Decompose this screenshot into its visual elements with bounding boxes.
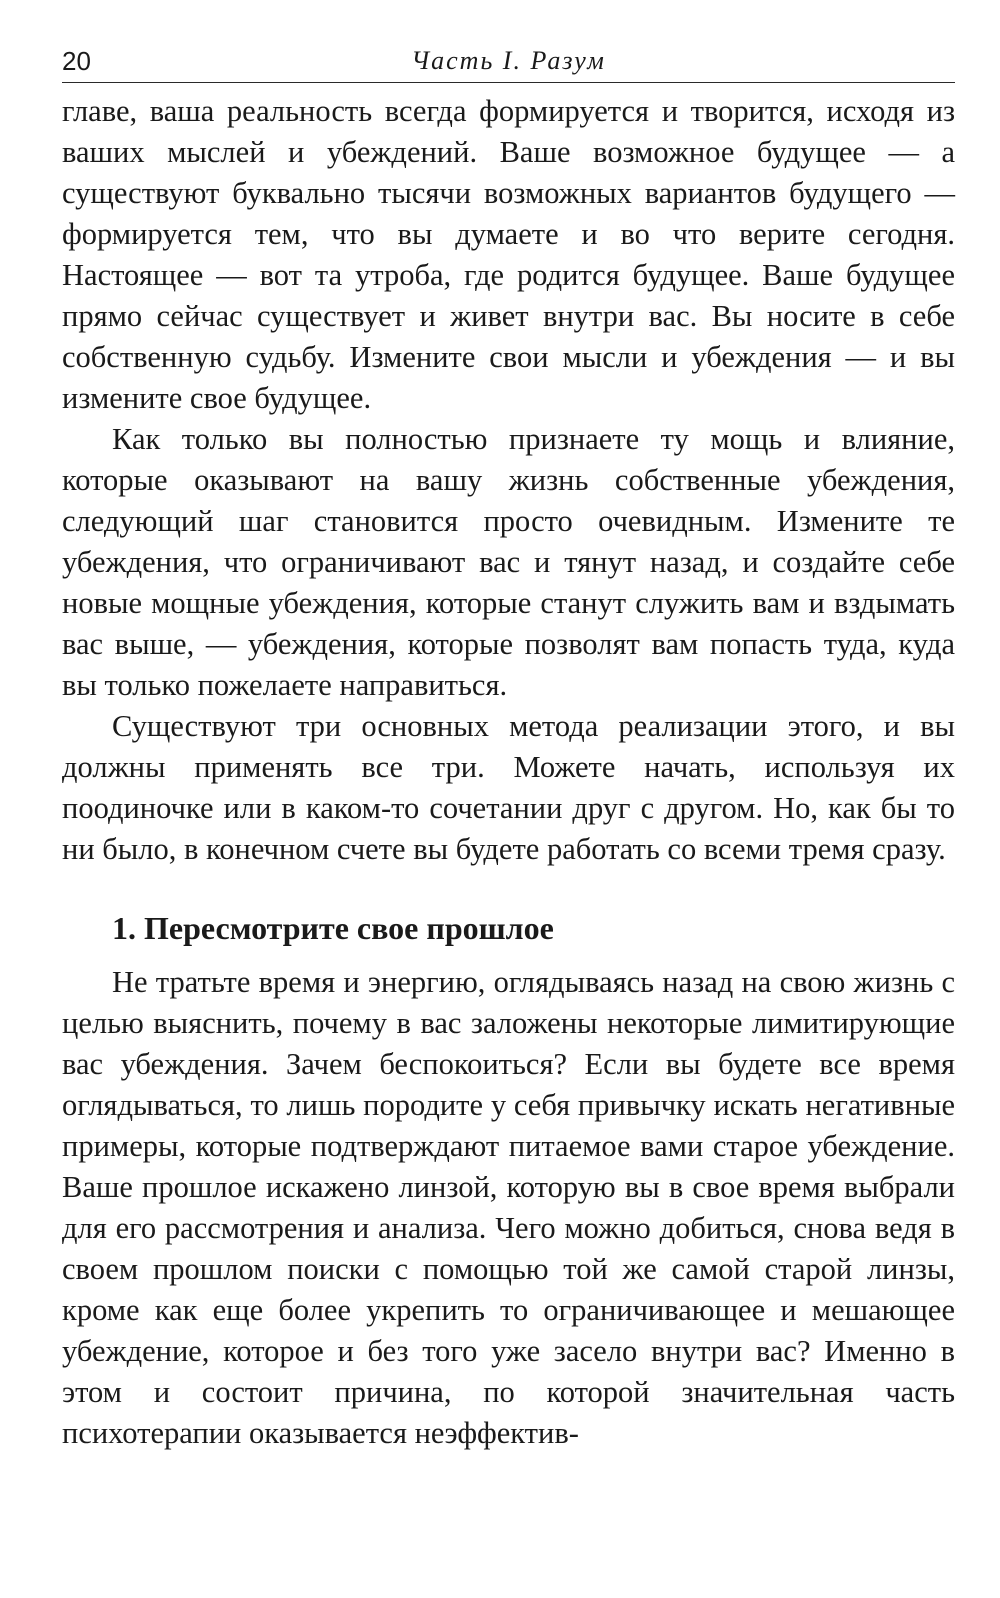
paragraph: Не тратьте время и энергию, оглядываясь назад на свою жизнь с целью выяснить, почему в вас заложены некоторые лимитирующие вас убеждения. Зачем беспокоиться? Если вы будете все время оглядываться, то лишь породите у себя привычку искать негативные примеры, которые подтверждают питаемое вами старое убеждение. Ваше прошлое искажено линзой, которую вы в свое время выбрали для его рассмотрения и анализа. Чего можно добиться, снова ведя в своем прошлом поиски с помощью той же самой старой линзы, кроме как еще более укрепить то ограничивающее и мешающее убеждение, которое и без того уже засело внутри вас? Именно в этом и состоит причина, по которой значительная часть психотерапии оказывается неэффектив- [62, 965, 955, 1450]
paragraph: Существуют три основных метода реализации этого, и вы должны применять все три. Можете начать, используя их поодиночке или в каком-то сочетании друг с другом. Но, как бы то ни было, в конечном счете вы будете работать со всеми тремя сразу. [62, 709, 955, 866]
book-page [62, 38, 955, 1578]
page-body [62, 83, 955, 1454]
running-title: Часть I. Разум [411, 46, 606, 75]
paragraph-continued: главе, ваша реальность всегда формируется и творится, исходя из ваших мыслей и убеждений. Ваше возможное будущее — а существуют буквально тысячи возможных вариантов будущего — формируется тем, что вы думаете и во что верите сегодня. Настоящее — вот та утроба, где родится будущее. Ваше будущее прямо сейчас существует и живет внутри вас. Вы носите в себе собственную судьбу. Измените свои мысли и убеждения — и вы измените свое будущее. [62, 94, 955, 415]
page-number: 20 [62, 46, 91, 76]
paragraph: Как только вы полностью признаете ту мощь и влияние, которые оказывают на вашу жизнь собственные убеждения, следующий шаг становится просто очевидным. Измените те убеждения, что ограничивают вас и тянут назад, и создайте себе новые мощные убеждения, которые станут служить вам и вздымать вас выше, — убеждения, которые позволят вам попасть туда, куда вы только пожелаете направиться. [62, 422, 955, 702]
section-heading: 1. Пересмотрите свое прошлое [112, 910, 554, 946]
running-header [62, 38, 955, 83]
